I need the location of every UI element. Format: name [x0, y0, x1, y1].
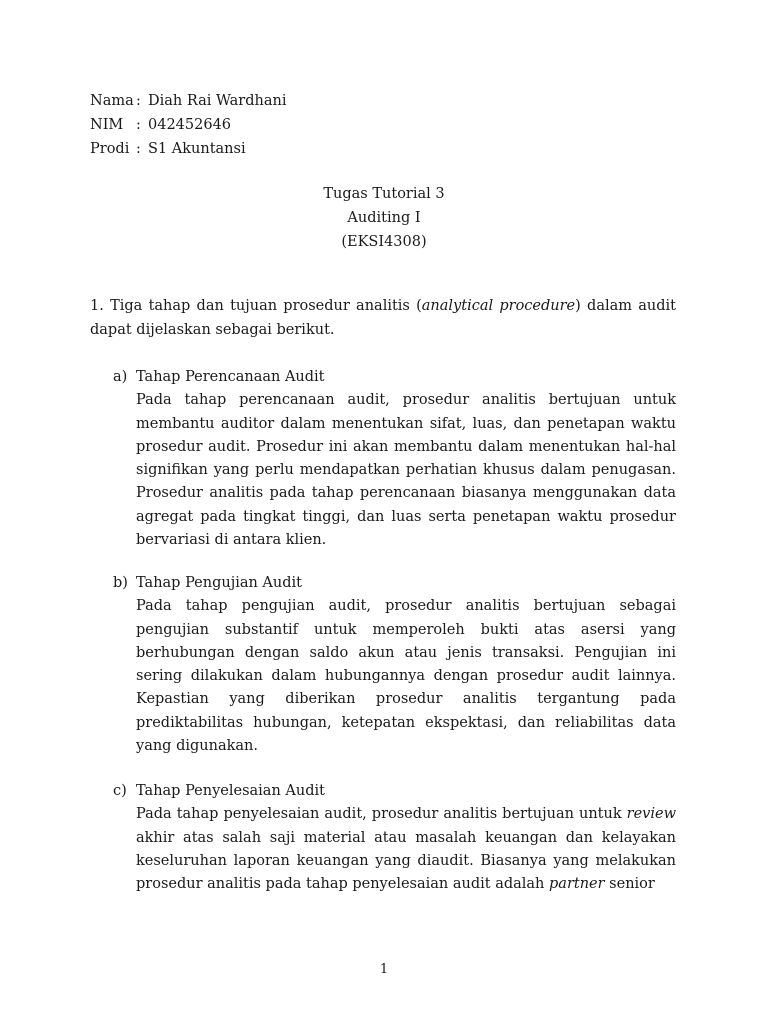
section-letter: c) — [113, 783, 127, 799]
identity-row-nim: NIM : 042452646 — [90, 113, 286, 137]
section-body: Pada tahap perencanaan audit, prosedur analitis bertujuan untuk membantu auditor dalam menentukan sifat, luas, dan penetapan waktu prosedur audit. Prosedur ini akan membantu dalam menentukan hal-hal signifikan yang perlu mendapatkan perhatian khusus dalam penugasan. Prosedur analitis pada tahap perencanaan biasanya menggunakan data agregat pada tingkat tinggi, dan luas serta penetapan waktu prosedur bervariasi di antara klien. — [136, 392, 676, 549]
section-c — [113, 780, 676, 896]
italic-term: partner — [549, 876, 605, 893]
identity-row-name: Nama : Diah Rai Wardhani — [90, 89, 286, 113]
title-line: Tugas Tutorial 3 — [323, 186, 445, 202]
identity-label: Prodi — [90, 141, 130, 157]
identity-value: 042452646 — [148, 117, 232, 133]
identity-label: NIM — [90, 117, 124, 133]
section-body: Pada tahap pengujian audit, prosedur analitis bertujuan sebagai pengujian substantif untuk memperoleh bukti atas asersi yang berhubungan dengan saldo akun atau jenis transaksi. Pengujian ini sering dilakukan dalam hubungannya dengan prosedur audit lainnya. Kepastian yang diberikan prosedur analitis tergantung pada prediktabilitas hubungan, ketepatan ekspektasi, dan reliabilitas data yang digunakan. — [136, 598, 676, 755]
course-name: Auditing I — [347, 210, 421, 226]
section-a — [113, 366, 676, 552]
section-heading — [113, 366, 676, 389]
identity-value: Diah Rai Wardhani — [148, 93, 287, 109]
section-letter: a) — [113, 369, 128, 385]
section-title: Tahap Penyelesaian Audit — [136, 783, 325, 799]
section-letter: b) — [113, 575, 128, 591]
question-1 — [90, 294, 676, 342]
section-b — [113, 572, 676, 758]
identity-label: Nama — [90, 93, 134, 109]
section-body: Pada tahap penyelesaian audit, prosedur analitis bertujuan untuk review akhir atas salah saji material atau masalah keuangan dan kelayakan keseluruhan laporan keuangan yang diaudit. Biasanya yang melakukan prosedur analitis pada tahap penyelesaian audit adalah partner senior — [136, 806, 676, 893]
section-title: Tahap Pengujian Audit — [136, 575, 302, 591]
course-code: (EKSI4308) — [341, 234, 427, 250]
identity-value: S1 Akuntansi — [148, 141, 246, 157]
section-heading — [113, 780, 676, 803]
italic-term: review — [626, 806, 676, 823]
identity-row-prodi: Prodi : S1 Akuntansi — [90, 137, 286, 161]
section-title: Tahap Perencanaan Audit — [136, 369, 325, 385]
page-number: 1 — [379, 962, 389, 977]
section-heading — [113, 572, 676, 595]
italic-term: analytical procedure — [421, 298, 576, 314]
student-identity — [90, 89, 286, 161]
document-title — [0, 182, 768, 254]
question-1-text: 1. Tiga tahap dan tujuan prosedur analitis (analytical procedure) dalam audit dapat dijelaskan sebagai berikut. — [90, 298, 676, 338]
